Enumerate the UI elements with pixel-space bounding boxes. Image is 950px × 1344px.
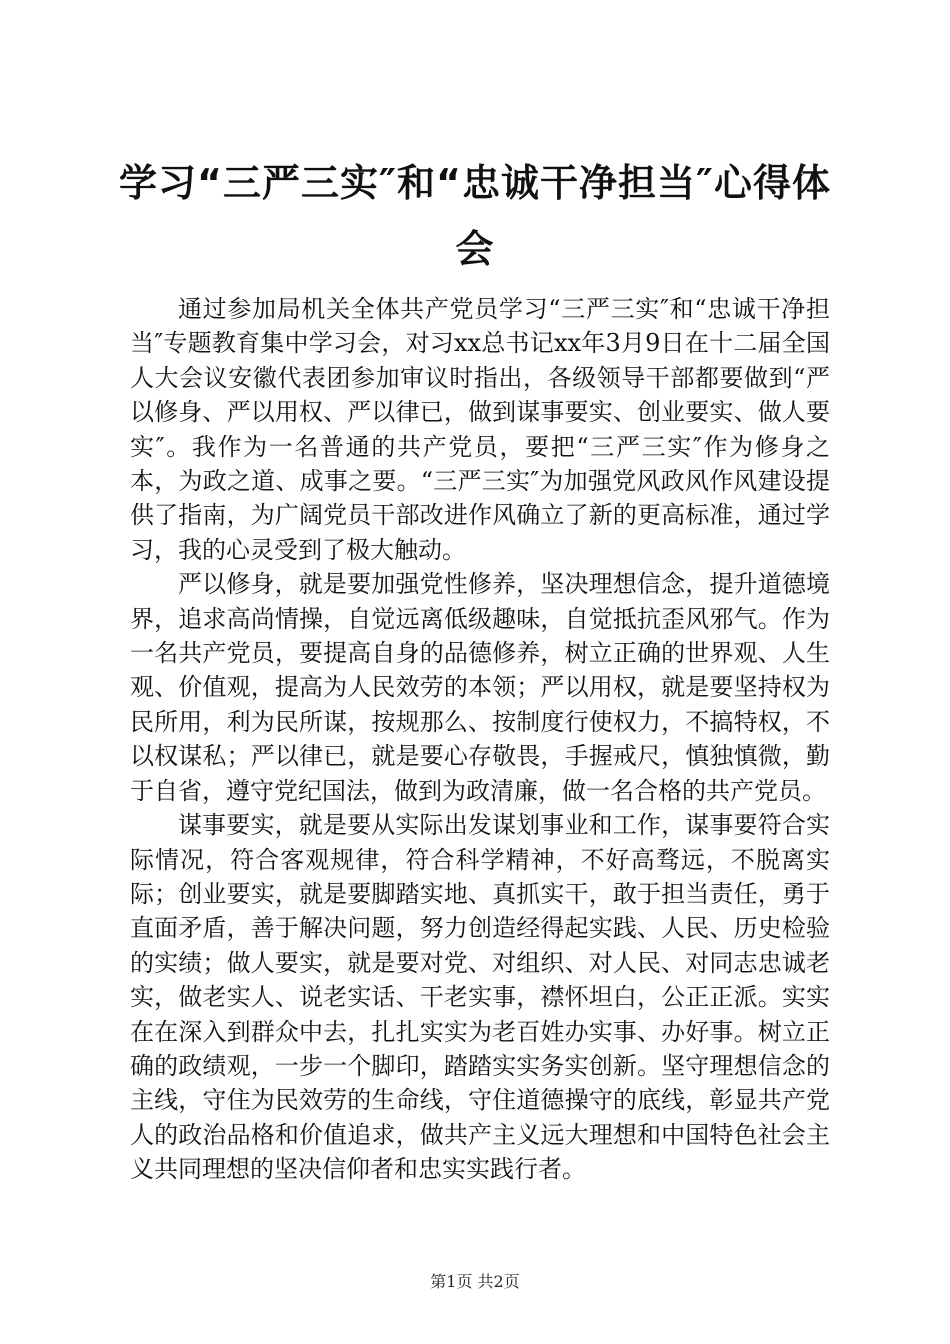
paragraph-self-discipline: 严以修身，就是要加强党性修养，坚决理想信念，提升道德境界，追求高尚情操，自觉远离低级趣味，自觉抵抗歪风邪气。作为一名共产党员，要提高自身的品德修养，树立正确的世界观、人生观、价值观，提高为人民效劳的本领；严以用权，就是要坚持权为民所用，利为民所谋，按规那么、按制度行使权力，不搞特权，不以权谋私；严以律已，就是要心存敬畏，手握戒尺，慎独慎微，勤于自省，遵守党纪国法，做到为政清廉，做一名合格的共产党员。: [130, 570, 830, 805]
page-number-footer: 第1页 共2页: [430, 1272, 520, 1291]
paragraph-practical-work: 谋事要实，就是要从实际出发谋划事业和工作，谋事要符合实际情况，符合客观规律，符合科学精神，不好高骛远，不脱离实际；创业要实，就是要脚踏实地、真抓实干，敢于担当责任，勇于直面矛盾，善于解决问题，努力创造经得起实践、人民、历史检验的实绩；做人要实，就是要对党、对组织、对人民、对同志忠诚老实，做老实人、说老实话、干老实事，襟怀坦白，公正正派。实实在在深入到群众中去，扎扎实实为老百姓办实事、办好事。树立正确的政绩观，一步一个脚印，踏踏实实务实创新。坚守理想信念的主线，守住为民效劳的生命线，守住道德操守的底线，彰显共产党人的政治品格和价值追求，做共产主义远大理想和中国特色社会主义共同理想的坚决信仰者和忠实实践行者。: [130, 811, 830, 1184]
document-body: [130, 292, 830, 1187]
document-title: 学习“三严三实″和“忠诚干净担当″心得体会: [119, 161, 831, 271]
paragraph-intro: 通过参加局机关全体共产党员学习“三严三实″和“忠诚干净担当″专题教育集中学习会，对习xx总书记xx年3月9日在十二届全国人大会议安徽代表团参加审议时指出，各级领导干部都要做到“严以修身、严以用权、严以律已，做到谋事要实、创业要实、做人要实″。我作为一名普通的共产党员，要把“三严三实″作为修身之本，为政之道、成事之要。“三严三实″为加强党风政风作风建设提供了指南，为广阔党员干部改进作风确立了新的更高标准，通过学习，我的心灵受到了极大触动。: [130, 295, 830, 564]
